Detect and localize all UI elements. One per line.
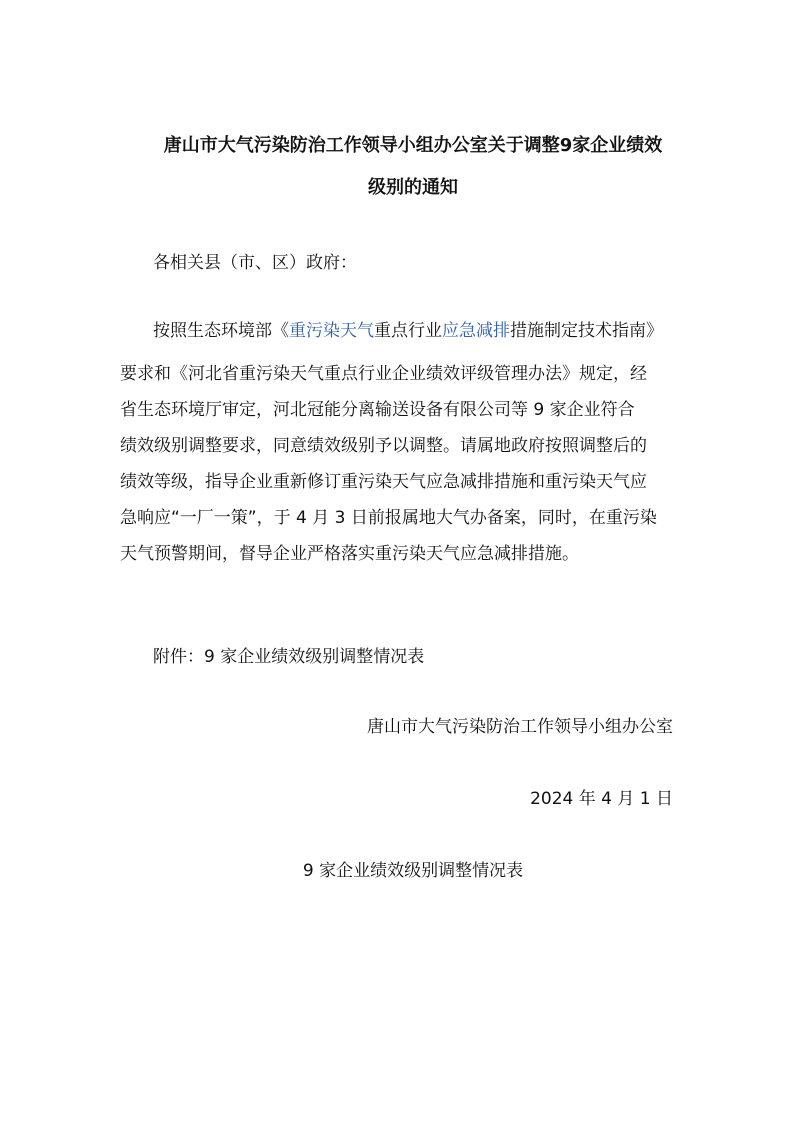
- keyword-link-emergency-reduction[interactable]: 应急减排: [442, 321, 510, 341]
- attachment-note: 附件：9 家企业绩效级别调整情况表: [153, 647, 425, 667]
- body-line-1: [153, 319, 663, 343]
- body-line-7: 天气预警期间，督导企业严格落实重污染天气应急减排措施。: [120, 544, 579, 564]
- salutation: 各相关县（市、区）政府：: [153, 253, 357, 273]
- attachment-table-title: 9 家企业绩效级别调整情况表: [302, 861, 524, 881]
- body-line-4: 绩效级别调整要求，同意绩效级别予以调整。请属地政府按照调整后的: [120, 436, 647, 456]
- body-text: 措施制定技术指南》: [510, 321, 663, 341]
- body-text: 重点行业: [374, 321, 442, 341]
- body-line-3: 省生态环境厅审定，河北冠能分离输送设备有限公司等 9 家企业符合: [120, 400, 635, 420]
- body-line-5: 绩效等级，指导企业重新修订重污染天气应急减排措施和重污染天气应: [120, 472, 647, 492]
- signature-date: 2024 年 4 月 1 日: [530, 789, 673, 809]
- body-line-6: 急响应“一厂一策”，于 4 月 3 日前报属地大气办备案，同时，在重污染: [120, 508, 657, 528]
- body-line-2: 要求和《河北省重污染天气重点行业企业绩效评级管理办法》规定，经: [120, 364, 647, 384]
- body-text: 按照生态环境部《: [153, 321, 289, 341]
- signature-organization: 唐山市大气污染防治工作领导小组办公室: [367, 717, 673, 737]
- document-title-line-1: 唐山市大气污染防治工作领导小组办公室关于调整9家企业绩效: [163, 135, 663, 156]
- document-title-line-2: 级别的通知: [368, 177, 458, 198]
- keyword-link-heavy-pollution-weather[interactable]: 重污染天气: [289, 321, 374, 341]
